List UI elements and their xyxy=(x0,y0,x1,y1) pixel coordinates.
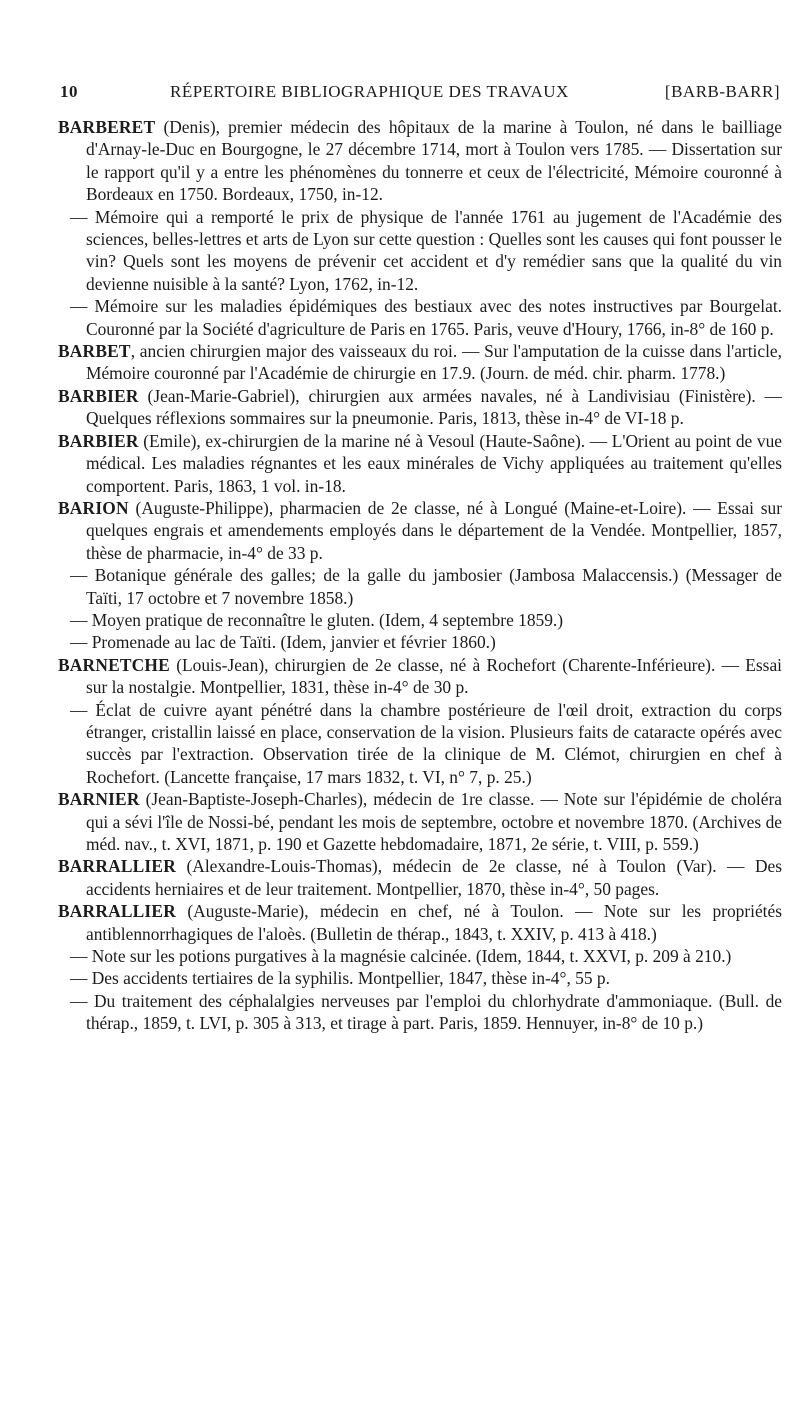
bibliography-body xyxy=(58,116,782,1406)
bibliography-entry xyxy=(58,385,782,430)
entry-text: (Auguste-Philippe), pharmacien de 2e classe, né à Longué (Maine-et-Loire). — Essai sur quelques engrais et amendements employés dans le département de la Vendée. Montpellier, 1857, thèse de pharmacie, in-4° de 33 p. xyxy=(86,497,782,563)
author-name: BARNETCHE xyxy=(58,654,170,675)
page-number: 10 xyxy=(60,82,78,101)
bibliography-entry xyxy=(58,116,782,206)
entry-text: (Auguste-Marie), médecin en chef, né à Toulon. — Note sur les propriétés antiblennorrhagiques de l'aloès. (Bulletin de thérap., 1843, t. XXIV, p. 413 à 418.) xyxy=(86,901,782,944)
entry-text: — Moyen pratique de reconnaître le gluten. (Idem, 4 septembre 1859.) xyxy=(70,609,564,630)
bibliography-entry xyxy=(58,900,782,945)
bibliography-subentry xyxy=(58,631,782,653)
bibliography-entry xyxy=(58,654,782,699)
bibliography-entry xyxy=(58,340,782,385)
entry-text: (Alexandre-Louis-Thomas), médecin de 2e classe, né à Toulon (Var). — Des accidents herniaires et de leur traitement. Montpellier, 1870, thèse in-4°, 50 pages. xyxy=(86,856,782,899)
author-name: BARBIER xyxy=(58,430,139,451)
entry-text: — Du traitement des céphalalgies nerveuses par l'emploi du chlorhydrate d'ammoniaque. (Bull. de thérap., 1859, t. LVI, p. 305 à 313, et tirage à part. Paris, 1859. Hennuyer, in-8° de 10 p.) xyxy=(70,990,782,1034)
author-name: BARBIER xyxy=(58,385,139,406)
entry-text: (Denis), premier médecin des hôpitaux de la marine à Toulon, né dans le bailliage d'Arnay-le-Duc en Bourgogne, le 27 décembre 1714, mort à Toulon vers 1785. — Dissertation sur le rapport qu'il y a entre les phénomènes du tonnerre et ceux de l'électricité, Mémoire couronné à Bordeaux en 1750. Bordeaux, 1750, in-12. xyxy=(86,117,782,205)
alphabetical-range: [BARB-BARR] xyxy=(664,82,780,101)
entry-text: — Mémoire qui a remporté le prix de physique de l'année 1761 au jugement de l'Académie des sciences, belles-lettres et arts de Lyon sur cette question : Quelles sont les causes qui font pousser le vin? Quels sont les moyens de prévenir cet accident et d'y remédier sans que la qualité du vin devienne nuisible à la santé? Lyon, 1762, in-12. xyxy=(70,206,782,294)
bibliography-subentry xyxy=(58,967,782,989)
author-name: BARRALLIER xyxy=(58,856,176,877)
bibliography-subentry xyxy=(58,609,782,631)
entry-text: — Éclat de cuivre ayant pénétré dans la chambre postérieure de l'œil droit, extraction du corps étranger, cristallin laissé en place, conservation de la vision. Plusieurs faits de cataracte opérés avec succès par l'extraction. Observation tirée de la clinique de M. Clémot, chirurgien en chef à Rochefort. (Lancette française, 17 mars 1832, t. VI, n° 7, p. 25.) xyxy=(70,699,782,787)
entry-text: (Jean-Baptiste-Joseph-Charles), médecin de 1re classe. — Note sur l'épidémie de choléra qui a sévi l'île de Nossi-bé, pendant les mois de septembre, octobre et novembre 1870. (Archives de méd. nav., t. XVI, 1871, p. 190 et Gazette hebdomadaire, 1871, 2e série, t. VIII, p. 559.) xyxy=(86,789,782,854)
entry-text: — Mémoire sur les maladies épidémiques des bestiaux avec des notes instructives par Bourgelat. Couronné par la Société d'agriculture de Paris en 1765. Paris, veuve d'Houry, 1766, in-8° de 160 p. xyxy=(70,296,782,339)
bibliography-subentry xyxy=(58,206,782,296)
bibliography-entry xyxy=(58,855,782,900)
author-name: BARRALLIER xyxy=(58,901,176,922)
bibliography-entry xyxy=(58,788,782,855)
entry-text: — Des accidents tertiaires de la syphilis. Montpellier, 1847, thèse in-4°, 55 p. xyxy=(70,968,610,989)
entry-text: (Emile), ex-chirurgien de la marine né à Vesoul (Haute-Saône). — L'Orient au point de vue médical. Les maladies régnantes et les eaux minérales de Vichy appliquées au traitement qu'elles comportent. Paris, 1863, 1 vol. in-18. xyxy=(86,430,782,496)
running-title: RÉPERTOIRE BIBLIOGRAPHIQUE DES TRAVAUX xyxy=(170,82,569,101)
entry-text: — Note sur les potions purgatives à la magnésie calcinée. (Idem, 1844, t. XXVI, p. 209 à 210.) xyxy=(70,946,732,967)
author-name: BARBET xyxy=(58,341,131,362)
bibliography-subentry xyxy=(58,990,782,1035)
bibliography-entry xyxy=(58,497,782,564)
entry-text: — Botanique générale des galles; de la galle du jambosier (Jambosa Malaccensis.) (Messager de Taïti, 17 octobre et 7 novembre 1858.) xyxy=(70,565,782,608)
bibliography-subentry xyxy=(58,945,782,967)
author-name: BARNIER xyxy=(58,789,140,810)
entry-text: (Jean-Marie-Gabriel), chirurgien aux armées navales, né à Landivisiau (Finistère). — Quelques réflexions sommaires sur la pneumonie. Paris, 1813, thèse in-4° de VI-18 p. xyxy=(86,385,782,429)
entry-text: — Promenade au lac de Taïti. (Idem, janvier et février 1860.) xyxy=(70,632,496,653)
entry-text: , ancien chirurgien major des vaisseaux du roi. — Sur l'amputation de la cuisse dans l'article, Mémoire couronné par l'Académie de chirurgie en 17.9. (Journ. de méd. chir. pharm. 1778.) xyxy=(86,341,782,384)
bibliography-subentry xyxy=(58,295,782,340)
bibliography-subentry xyxy=(58,699,782,789)
author-name: BARION xyxy=(58,497,129,518)
author-name: BARBERET xyxy=(58,117,156,137)
page-header xyxy=(60,82,780,106)
bibliography-subentry xyxy=(58,564,782,609)
entry-text: (Louis-Jean), chirurgien de 2e classe, né à Rochefort (Charente-Inférieure). — Essai sur la nostalgie. Montpellier, 1831, thèse in-4° de 30 p. xyxy=(86,654,782,698)
bibliography-entry xyxy=(58,430,782,497)
